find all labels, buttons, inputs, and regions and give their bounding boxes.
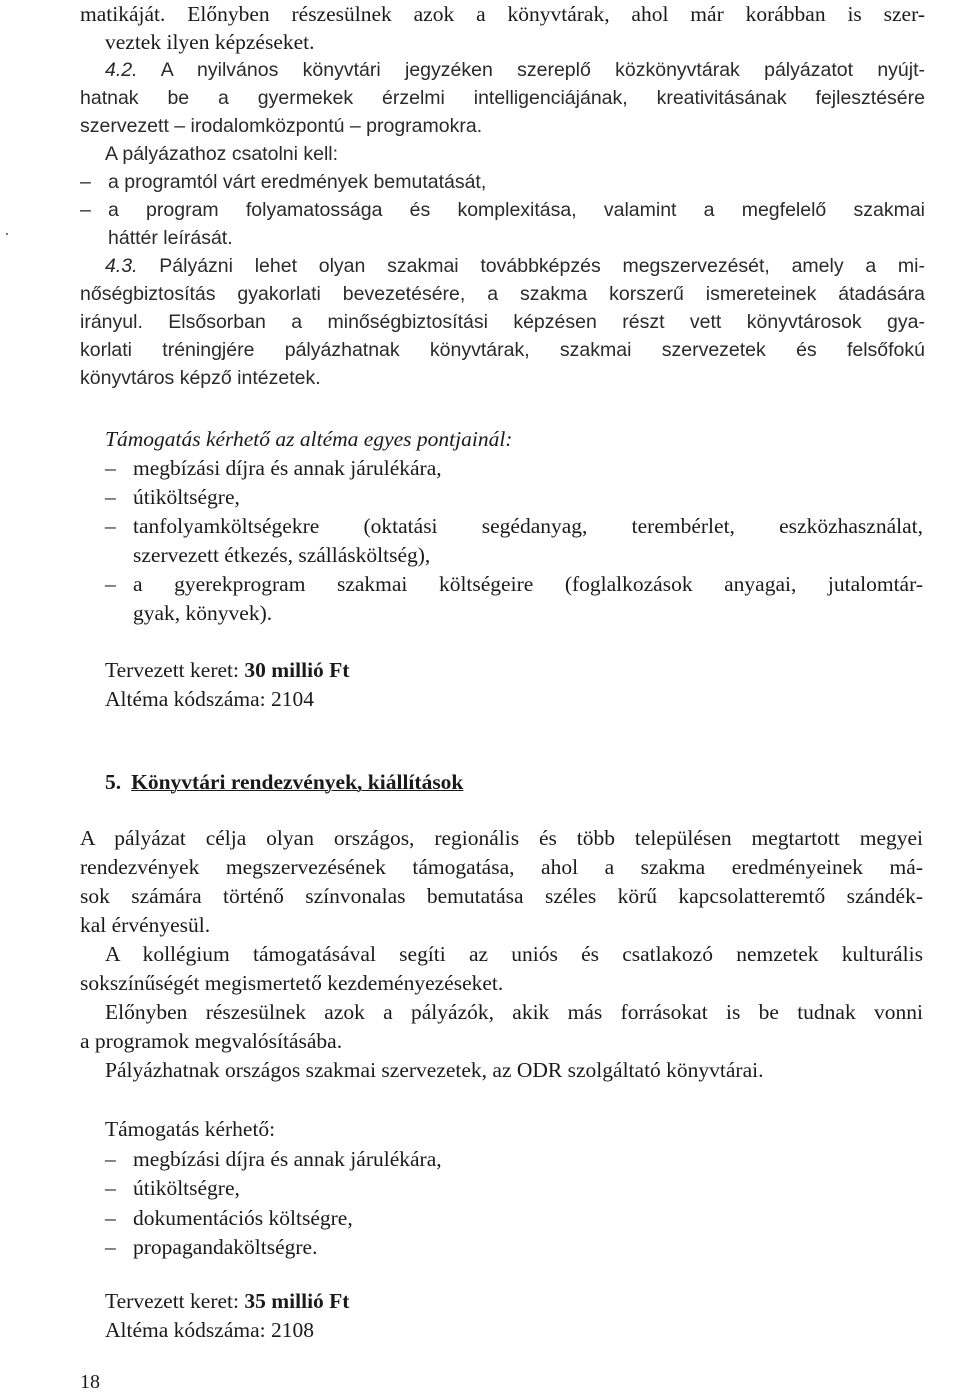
list-item: – tanfolyamköltségekre (oktatási segédanyag, terembérlet, eszközhasználat, <box>105 514 923 538</box>
text-line: szervezett – irodalomközpontú – programokra. <box>80 115 483 137</box>
text-line: A kollégium támogatásával segíti az uniós és csatlakozó nemzetek kulturális <box>105 942 923 966</box>
text-line: rendezvények megszervezésének támogatása, ahol a szakma eredményeinek má- <box>80 855 923 879</box>
support-heading: Támogatás kérhető az altéma egyes pontjainál: <box>105 427 513 451</box>
text-line: hatnak be a gyermekek érzelmi intelligenciájának, kreativitásának fejlesztésére <box>80 87 925 109</box>
intro-paragraph <box>80 0 925 56</box>
list-item: – a gyerekprogram szakmai költségeire (foglalkozások anyagai, jutalomtár- <box>105 572 923 596</box>
list-item: – propagandaköltségre. <box>105 1235 318 1259</box>
section-4-3 <box>80 252 925 392</box>
section-number: 5. <box>105 770 122 794</box>
attach-label: A pályázathoz csatolni kell: <box>105 143 339 165</box>
section-5-heading <box>105 770 463 795</box>
code-value: 2104 <box>270 687 314 711</box>
list-item: – a program folyamatossága és komplexitása, valamint a megfelelő szakmai <box>80 199 925 221</box>
text-line: matikáját. Előnyben részesülnek azok a könyvtárak, ahol már korábban is szer- <box>80 2 925 26</box>
list-item-continuation: háttér leírását. <box>108 227 233 249</box>
text-line: nőségbiztosítás gyakorlati bevezetésére, a szakma korszerű ismereteinek átadására <box>80 283 925 305</box>
text-line: veztek ilyen képzéseket. <box>105 30 315 54</box>
text-line: irányul. Elsősorban a minőségbiztosítási képzésen részt vett könyvtárosok gya- <box>80 311 925 333</box>
list-item-continuation: szervezett étkezés, szállásköltség), <box>133 543 431 567</box>
text-line: 4.3. Pályázni lehet olyan szakmai továbbképzés megszervezését, amely a mi- <box>105 255 925 277</box>
support-heading: Támogatás kérhető: <box>105 1117 276 1141</box>
section-4-2 <box>80 56 925 252</box>
text-line: Előnyben részesülnek azok a pályázók, akik más forrásokat is be tudnak vonni <box>105 1000 923 1024</box>
list-item-continuation: gyak, könyvek). <box>133 601 273 625</box>
list-item: – megbízási díjra és annak járulékára, <box>105 1146 442 1171</box>
list-item: – útiköltségre, <box>105 1176 240 1200</box>
text-line: könyvtáros képző intézetek. <box>80 367 321 389</box>
list-item: – megbízási díjra és annak járulékára, <box>105 456 442 480</box>
text-line: A pályázat célja olyan országos, regionális és több településen megtartott megyei <box>80 826 923 850</box>
section-5-body <box>80 824 923 1085</box>
page-number: 18 <box>80 1371 100 1393</box>
section-title: Könyvtári rendezvények, kiállítások <box>131 770 464 794</box>
planned-budget: Tervezett keret: 30 millió Ft <box>105 658 350 682</box>
text-line: kal érvényesül. <box>80 913 211 937</box>
scan-speck <box>6 233 8 235</box>
budget-value: 35 millió Ft <box>244 1289 350 1313</box>
list-item: – útiköltségre, <box>105 485 240 509</box>
budget-block-2 <box>105 1287 705 1345</box>
text-line: sok számára történő színvonalas bemutatása széles körű kapcsolatteremtő szándék- <box>80 884 923 908</box>
text-line: a programok megvalósításába. <box>80 1029 343 1053</box>
code-value: 2108 <box>270 1318 314 1342</box>
budget-block-1 <box>105 656 705 714</box>
budget-value: 30 millió Ft <box>244 658 350 682</box>
support-list-1 <box>105 425 923 628</box>
section-number: 4.2. <box>105 59 138 81</box>
text-line: sokszínűségét megismertető kezdeményezéseket. <box>80 971 504 995</box>
subtopic-code: Altéma kódszáma: 2104 <box>105 687 314 711</box>
subtopic-code: Altéma kódszáma: 2108 <box>105 1318 314 1342</box>
list-item: – dokumentációs költségre, <box>105 1205 353 1230</box>
planned-budget: Tervezett keret: 35 millió Ft <box>105 1289 350 1313</box>
support-list-2 <box>105 1115 705 1263</box>
text-line: korlati tréningjére pályázhatnak könyvtárak, szakmai szervezetek és felsőfokú <box>80 339 925 361</box>
section-number: 4.3. <box>105 255 138 277</box>
list-item: – a programtól várt eredmények bemutatását, <box>80 171 487 193</box>
text-line: Pályázhatnak országos szakmai szervezetek, az ODR szolgáltató könyvtárai. <box>105 1058 764 1082</box>
text-line: 4.2. A nyilvános könyvtári jegyzéken szereplő közkönyvtárak pályázatot nyújt- <box>105 59 926 81</box>
